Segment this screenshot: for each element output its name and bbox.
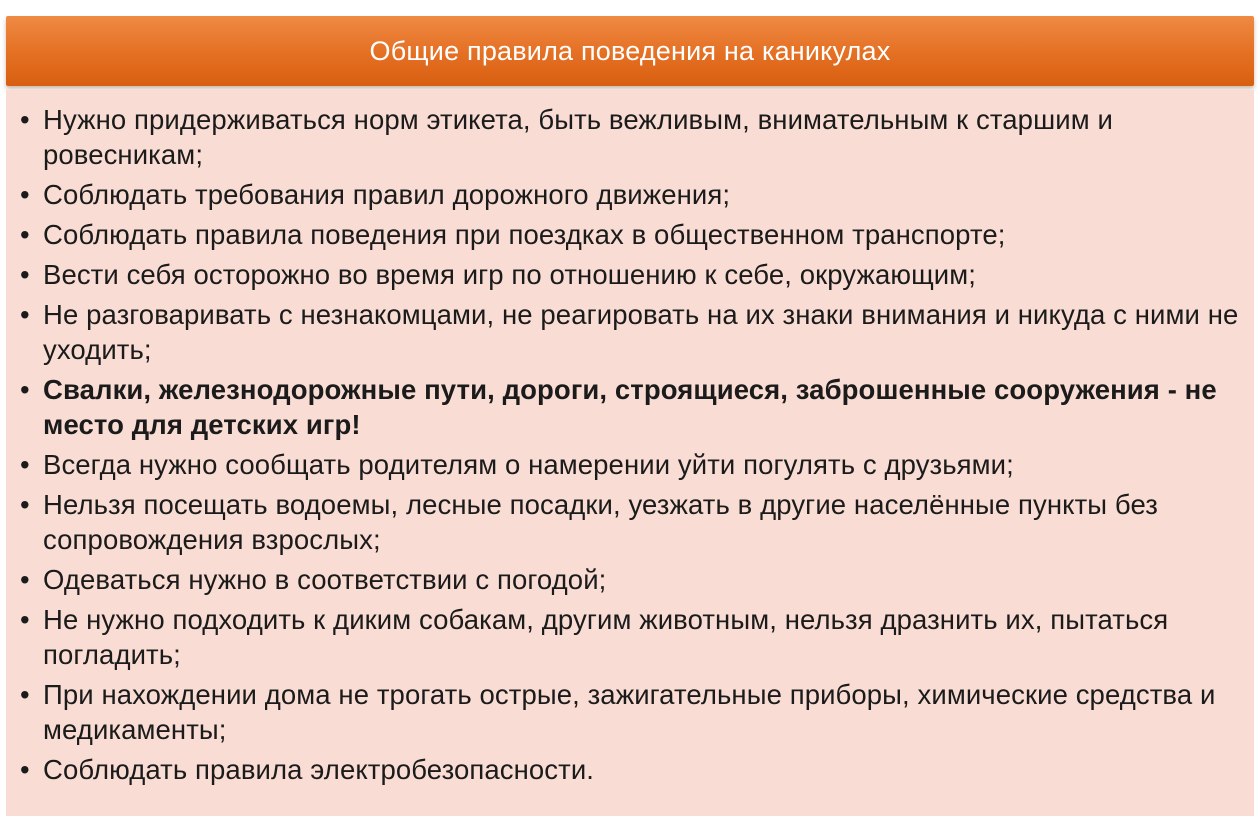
rule-item <box>20 257 1240 292</box>
rule-item <box>20 562 1240 597</box>
rule-text: При нахождении дома не трогать острые, зажигательные приборы, химические средства и медикаменты; <box>43 679 1216 745</box>
bullet-icon: • <box>20 679 30 710</box>
bullet-icon: • <box>20 179 30 210</box>
rule-text: Вести себя осторожно во время игр по отношению к себе, окружающим; <box>43 259 977 290</box>
rule-item <box>20 752 1240 787</box>
rule-text: Соблюдать правила электробезопасности. <box>43 754 595 785</box>
bullet-icon: • <box>20 564 30 595</box>
rule-item <box>20 447 1240 482</box>
rule-text: Нужно придерживаться норм этикета, быть вежливым, внимательным к старшим и ровесникам; <box>43 104 1113 170</box>
bullet-icon: • <box>20 104 30 135</box>
rule-item <box>20 372 1240 442</box>
rule-text: Не нужно подходить к диким собакам, другим животным, нельзя дразнить их, пытаться погладить; <box>43 604 1169 670</box>
bullet-icon: • <box>20 259 30 290</box>
rule-item <box>20 677 1240 747</box>
rule-text: Соблюдать правила поведения при поездках в общественном транспорте; <box>43 219 1006 250</box>
rule-item <box>20 102 1240 172</box>
rule-item <box>20 602 1240 672</box>
bullet-icon: • <box>20 219 30 250</box>
slide-title: Общие правила поведения на каникулах <box>369 35 891 66</box>
rule-text: Не разговаривать с незнакомцами, не реагировать на их знаки внимания и никуда с ними не уходить; <box>43 299 1239 365</box>
rule-item <box>20 297 1240 367</box>
bullet-icon: • <box>20 449 30 480</box>
bullet-icon: • <box>20 604 30 635</box>
rule-text: Всегда нужно сообщать родителям о намерении уйти погулять с друзьями; <box>43 449 1014 480</box>
rule-text: Нельзя посещать водоемы, лесные посадки, уезжать в другие населённые пункты без сопровождения взрослых; <box>43 489 1158 555</box>
rule-text: Одеваться нужно в соответствии с погодой; <box>43 564 607 595</box>
bullet-icon: • <box>20 489 30 520</box>
rule-item <box>20 217 1240 252</box>
rule-text: Свалки, железнодорожные пути, дороги, строящиеся, заброшенные сооружения - не место для детских игр! <box>43 374 1217 440</box>
rules-panel <box>6 90 1254 816</box>
bullet-icon: • <box>20 299 30 330</box>
rules-list <box>20 102 1240 787</box>
bullet-icon: • <box>20 754 30 785</box>
bullet-icon: • <box>20 374 30 405</box>
rule-text: Соблюдать требования правил дорожного движения; <box>43 179 731 210</box>
title-bar <box>6 16 1254 86</box>
rule-item <box>20 177 1240 212</box>
rule-item <box>20 487 1240 557</box>
